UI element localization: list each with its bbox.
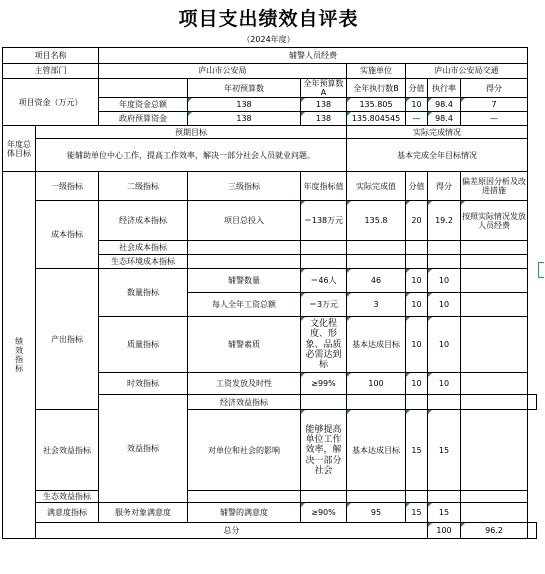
row-output-qty1 (3, 269, 537, 293)
evaluation-table (2, 47, 537, 539)
col-l2-header: 二级指标 (99, 172, 188, 201)
dept-value: 庐山市公安局 (99, 64, 347, 79)
output-qual-points: 10 (406, 317, 428, 373)
satisfaction-got: 15 (428, 503, 461, 523)
row-goal-content (3, 139, 537, 172)
total-points: 10 (406, 98, 428, 112)
cell-cursor-marker (538, 262, 544, 278)
cost-eco-l2: 生态环境成本指标 (99, 255, 188, 269)
row-total (3, 523, 537, 539)
rate-header: 执行率 (428, 79, 461, 98)
cost-econ-actual: 135.8 (347, 201, 406, 241)
impl-unit-value: 庐山市公安局交通 (406, 64, 528, 79)
cost-econ-l2: 经济成本指标 (99, 201, 188, 241)
benefit-eco-l2: 生态效益指标 (36, 491, 99, 503)
cost-econ-l3: 项目总投入 (188, 201, 301, 241)
output-time-l2: 时效指标 (99, 373, 188, 395)
benefit-social-actual: 基本达成目标 (347, 410, 406, 491)
col-l1-header: 一级指标 (36, 172, 99, 201)
output-time-got: 10 (428, 373, 461, 395)
gov-score: — (461, 112, 528, 126)
dept-label: 主管部门 (3, 64, 99, 79)
output-qty2-l3: 每人全年工资总额 (188, 293, 301, 317)
exec-header: 全年执行数B (347, 79, 406, 98)
total-points-sum: 100 (428, 523, 461, 539)
output-qty-l2: 数量指标 (99, 269, 188, 317)
satisfaction-l1: 满意度指标 (36, 503, 99, 523)
row-satisfaction (3, 503, 537, 523)
total-start: 138 (188, 98, 301, 112)
row-benefit-eco (3, 491, 537, 503)
goal-side-text: 年度总体目标 (7, 139, 31, 158)
total-label: 总分 (36, 523, 428, 539)
output-qty1-actual: 46 (347, 269, 406, 293)
page-title: 项目支出绩效自评表 (178, 8, 359, 30)
benefit-social-points: 15 (406, 410, 428, 491)
perf-side-text: 绩效指标 (14, 337, 24, 374)
year-start-header: 年初预算数 (188, 79, 301, 98)
row-department (3, 64, 537, 79)
col-actual-header: 实际完成值 (347, 172, 406, 201)
output-qual-target: 文化程度、形象、品质必需达到标 (301, 317, 347, 373)
satisfaction-l3: 辅警的满意度 (188, 503, 301, 523)
output-qty1-got: 10 (428, 269, 461, 293)
gov-fund-label: 政府预算资金 (99, 112, 188, 126)
output-qty2-target: ＝3万元 (301, 293, 347, 317)
cost-l1: 成本指标 (36, 201, 99, 269)
project-name-label: 项目名称 (3, 48, 99, 64)
benefit-l1: 效益指标 (99, 395, 188, 503)
total-score: 7 (461, 98, 528, 112)
gov-full: 138 (301, 112, 347, 126)
output-time-target: ≥99% (301, 373, 347, 395)
satisfaction-target: ≥90% (301, 503, 347, 523)
output-qty2-points: 10 (406, 293, 428, 317)
total-exec: 135.805 (347, 98, 406, 112)
output-qual-l2: 质量指标 (99, 317, 188, 373)
gov-points: — (406, 112, 428, 126)
output-time-points: 10 (406, 373, 428, 395)
goal-side-label (3, 126, 36, 172)
output-time-l3: 工资发放及时性 (188, 373, 301, 395)
row-project-name (3, 48, 537, 64)
col-target-header: 年度指标值 (301, 172, 347, 201)
col-points-header: 分值 (406, 172, 428, 201)
gov-rate: 98.4 (428, 112, 461, 126)
output-time-actual: 100 (347, 373, 406, 395)
perf-side-label (3, 172, 36, 539)
fund-label: 项目资金（万元） (3, 79, 99, 126)
col-l3-header: 三级指标 (188, 172, 301, 201)
output-qty1-points: 10 (406, 269, 428, 293)
benefit-social-l2: 社会效益指标 (36, 410, 99, 491)
output-qty2-got: 10 (428, 293, 461, 317)
satisfaction-points: 15 (406, 503, 428, 523)
impl-unit-label: 实施单位 (347, 64, 406, 79)
expected-header: 预期目标 (36, 126, 347, 139)
row-indicator-header (3, 172, 537, 201)
satisfaction-l2: 服务对象满意度 (99, 503, 188, 523)
gov-start: 138 (188, 112, 301, 126)
output-qty1-target: ＝46人 (301, 269, 347, 293)
gov-exec: 135.804545 (347, 112, 406, 126)
cost-social-l2: 社会成本指标 (99, 241, 188, 255)
year-full-header: 全年预算数A (301, 79, 347, 98)
score-header: 得分 (461, 79, 528, 98)
output-qual-actual: 基本达成目标 (347, 317, 406, 373)
cost-econ-target: ＝138万元 (301, 201, 347, 241)
row-cost-econ (3, 201, 537, 241)
fund-blank (99, 79, 188, 98)
actual-header: 实际完成情况 (347, 126, 528, 139)
output-qty1-l3: 辅警数量 (188, 269, 301, 293)
cost-econ-points: 20 (406, 201, 428, 241)
year-label: （2024年度） (242, 35, 295, 44)
expected-goal: 能辅助单位中心工作，提高工作效率，解决一部分社会人员就业问题。 (36, 139, 347, 172)
output-l1: 产出指标 (36, 269, 99, 410)
cost-econ-got: 19.2 (428, 201, 461, 241)
benefit-econ-l2: 经济效益指标 (188, 395, 301, 410)
benefit-social-got: 15 (428, 410, 461, 491)
total-rate: 98.4 (428, 98, 461, 112)
benefit-social-l3: 对单位和社会的影响 (188, 410, 301, 491)
satisfaction-actual: 95 (347, 503, 406, 523)
row-goal-header (3, 126, 537, 139)
benefit-social-target: 能够提高单位工作效率，解决一部分社会 (301, 410, 347, 491)
output-qual-got: 10 (428, 317, 461, 373)
cost-econ-reason: 按照实际情况发放人员经费 (461, 201, 528, 241)
project-name-value: 辅警人员经费 (99, 48, 528, 64)
col-got-header: 得分 (428, 172, 461, 201)
output-qty2-actual: 3 (347, 293, 406, 317)
row-benefit-social (3, 410, 537, 491)
total-full: 138 (301, 98, 347, 112)
total-fund-label: 年度资金总额 (99, 98, 188, 112)
points-header: 分值 (406, 79, 428, 98)
output-qual-l3: 辅警素质 (188, 317, 301, 373)
row-fund-header (3, 79, 537, 98)
total-got-sum: 96.2 (461, 523, 528, 539)
col-reason-header: 偏差原因分析及改进措施 (461, 172, 528, 201)
actual-goal: 基本完成全年目标情况 (347, 139, 528, 172)
